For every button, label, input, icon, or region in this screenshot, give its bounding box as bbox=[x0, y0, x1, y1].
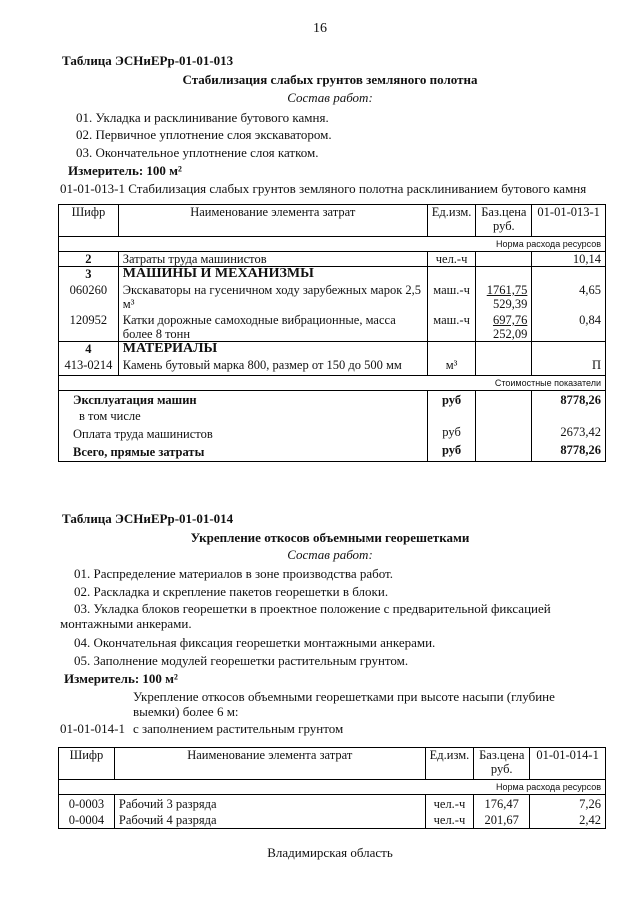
total-price bbox=[476, 443, 532, 462]
cell-name: Экскаваторы на гусеничном ходу зарубежных марок 2,5 м³ bbox=[118, 281, 427, 311]
cell-price bbox=[476, 252, 532, 267]
cell-code: 3 bbox=[59, 267, 119, 282]
table2-code-desc: с заполнением растительным грунтом bbox=[133, 721, 344, 736]
table2-label: Таблица ЭСНиЕРр-01-01-014 bbox=[62, 511, 234, 526]
cell-value: 4,65 bbox=[532, 281, 606, 311]
total-price bbox=[476, 407, 532, 425]
table2-work-item: 01. Распределение материалов в зоне производства работ. bbox=[74, 566, 394, 581]
table1-work-item: 01. Укладка и расклинивание бутового камня. bbox=[76, 110, 329, 125]
cell-unit: чел.-ч bbox=[425, 811, 474, 829]
price-base: 529,39 bbox=[492, 297, 528, 311]
col-header-code: Шифр bbox=[59, 205, 119, 237]
table2-works-heading: Состав работ: bbox=[287, 547, 373, 562]
total-row bbox=[59, 407, 606, 425]
page-number: 16 bbox=[313, 21, 327, 36]
col-header-name: Наименование элемента затрат bbox=[118, 205, 427, 237]
table2-work-item: 05. Заполнение модулей георешетки растительным грунтом. bbox=[74, 653, 409, 668]
cell-code: 120952 bbox=[59, 311, 119, 342]
table1-meter: Измеритель: 100 м² bbox=[68, 163, 182, 178]
table-row bbox=[59, 281, 606, 311]
cell-code: 2 bbox=[59, 252, 119, 267]
table-row bbox=[59, 342, 606, 357]
col-header-norm: 01-01-013-1 bbox=[532, 205, 606, 237]
col-header-unit: Ед.изм. bbox=[427, 205, 476, 237]
table1-title: Стабилизация слабых грунтов земляного полотна bbox=[182, 72, 478, 87]
table1 bbox=[58, 204, 606, 462]
table-row bbox=[59, 795, 606, 812]
cell-name: Рабочий 4 разряда bbox=[114, 811, 425, 829]
total-value bbox=[532, 407, 606, 425]
cell-code: 0-0003 bbox=[59, 795, 115, 812]
col-header-code: Шифр bbox=[59, 748, 115, 780]
price-current: 697,76 bbox=[492, 313, 528, 327]
cell-code: 4 bbox=[59, 342, 119, 357]
total-value: 8778,26 bbox=[532, 443, 606, 462]
table-row bbox=[59, 267, 606, 282]
table1-work-item: 02. Первичное уплотнение слоя экскаватором. bbox=[76, 127, 332, 142]
total-price bbox=[476, 391, 532, 408]
cell-unit: чел.-ч bbox=[425, 795, 474, 812]
table1-label: Таблица ЭСНиЕРр-01-01-013 bbox=[62, 53, 234, 68]
cell-code: 060260 bbox=[59, 281, 119, 311]
cost-label: Стоимостные показатели bbox=[59, 376, 606, 391]
total-label: Эксплуатация машин bbox=[59, 391, 428, 408]
cell-unit: маш.-ч bbox=[427, 311, 476, 342]
col-header-price: Баз.цена руб. bbox=[476, 205, 532, 237]
table2-work-item: 02. Раскладка и скрепление пакетов георешетки в блоки. bbox=[74, 584, 389, 599]
table-row bbox=[59, 252, 606, 267]
table1-work-item: 03. Окончательное уплотнение слоя катком. bbox=[76, 145, 319, 160]
cell-price bbox=[476, 281, 532, 311]
total-row bbox=[59, 391, 606, 408]
price-current: 1761,75 bbox=[486, 283, 528, 297]
cell-code: 413-0214 bbox=[59, 356, 119, 376]
table1-works-heading: Состав работ: bbox=[287, 90, 373, 105]
col-header-unit: Ед.изм. bbox=[425, 748, 474, 780]
cell-price: 201,67 bbox=[474, 811, 530, 829]
table2-desc: Укрепление откосов объемными георешетками при высоте насыпи (глубине bbox=[133, 689, 555, 704]
total-label: в том числе bbox=[59, 407, 428, 425]
total-row bbox=[59, 443, 606, 462]
cell-price bbox=[476, 356, 532, 376]
cell-name: Катки дорожные самоходные вибрационные, масса более 8 тонн bbox=[118, 311, 427, 342]
cell-name: Камень бутовый марка 800, размер от 150 до 500 мм bbox=[118, 356, 427, 376]
table2-desc: выемки) более 6 м: bbox=[133, 704, 239, 719]
table2-work-item: монтажными анкерами. bbox=[60, 616, 192, 631]
footer-region: Владимирская область bbox=[267, 845, 393, 860]
total-unit: руб bbox=[427, 425, 476, 443]
cell-price bbox=[476, 267, 532, 282]
table-row bbox=[59, 811, 606, 829]
table2-work-item: 04. Окончательная фиксация георешетки монтажными анкерами. bbox=[74, 635, 436, 650]
table2-meter: Измеритель: 100 м² bbox=[64, 671, 178, 686]
table1-code-line: 01-01-013-1 Стабилизация слабых грунтов земляного полотна расклиниванием бутового камня bbox=[60, 181, 587, 196]
cell-price: 176,47 bbox=[474, 795, 530, 812]
total-unit: руб bbox=[427, 391, 476, 408]
cell-code: 0-0004 bbox=[59, 811, 115, 829]
total-price bbox=[476, 425, 532, 443]
norm-label: Норма расхода ресурсов bbox=[59, 780, 606, 795]
cell-name: Рабочий 3 разряда bbox=[114, 795, 425, 812]
col-header-norm: 01-01-014-1 bbox=[530, 748, 606, 780]
cell-name: Затраты труда машинистов bbox=[118, 252, 427, 267]
col-header-name: Наименование элемента затрат bbox=[114, 748, 425, 780]
cell-value bbox=[532, 267, 606, 282]
table-row bbox=[59, 356, 606, 376]
cell-value: П bbox=[532, 356, 606, 376]
cell-value: 10,14 bbox=[532, 252, 606, 267]
total-unit bbox=[427, 407, 476, 425]
cell-unit bbox=[427, 267, 476, 282]
table2 bbox=[58, 747, 606, 829]
cell-unit: маш.-ч bbox=[427, 281, 476, 311]
norm-label: Норма расхода ресурсов bbox=[59, 237, 606, 252]
total-row bbox=[59, 425, 606, 443]
cell-section: МАШИНЫ И МЕХАНИЗМЫ bbox=[118, 267, 427, 282]
price-base: 252,09 bbox=[492, 327, 528, 341]
cell-value bbox=[532, 342, 606, 357]
total-label: Оплата труда машинистов bbox=[59, 425, 428, 443]
cell-price bbox=[476, 342, 532, 357]
table2-title: Укрепление откосов объемными георешетками bbox=[190, 530, 470, 545]
table2-code: 01-01-014-1 bbox=[60, 721, 125, 736]
cell-value: 0,84 bbox=[532, 311, 606, 342]
col-header-price: Баз.цена руб. bbox=[474, 748, 530, 780]
total-value: 2673,42 bbox=[532, 425, 606, 443]
table2-work-item: 03. Укладка блоков георешетки в проектное положение с предварительной фиксацией bbox=[74, 601, 551, 616]
total-unit: руб bbox=[427, 443, 476, 462]
total-label: Всего, прямые затраты bbox=[59, 443, 428, 462]
cell-unit: чел.-ч bbox=[427, 252, 476, 267]
cell-value: 2,42 bbox=[530, 811, 606, 829]
cell-price bbox=[476, 311, 532, 342]
total-value: 8778,26 bbox=[532, 391, 606, 408]
cell-unit bbox=[427, 342, 476, 357]
cell-unit: м³ bbox=[427, 356, 476, 376]
table-row bbox=[59, 311, 606, 342]
cell-value: 7,26 bbox=[530, 795, 606, 812]
cell-section: МАТЕРИАЛЫ bbox=[118, 342, 427, 357]
